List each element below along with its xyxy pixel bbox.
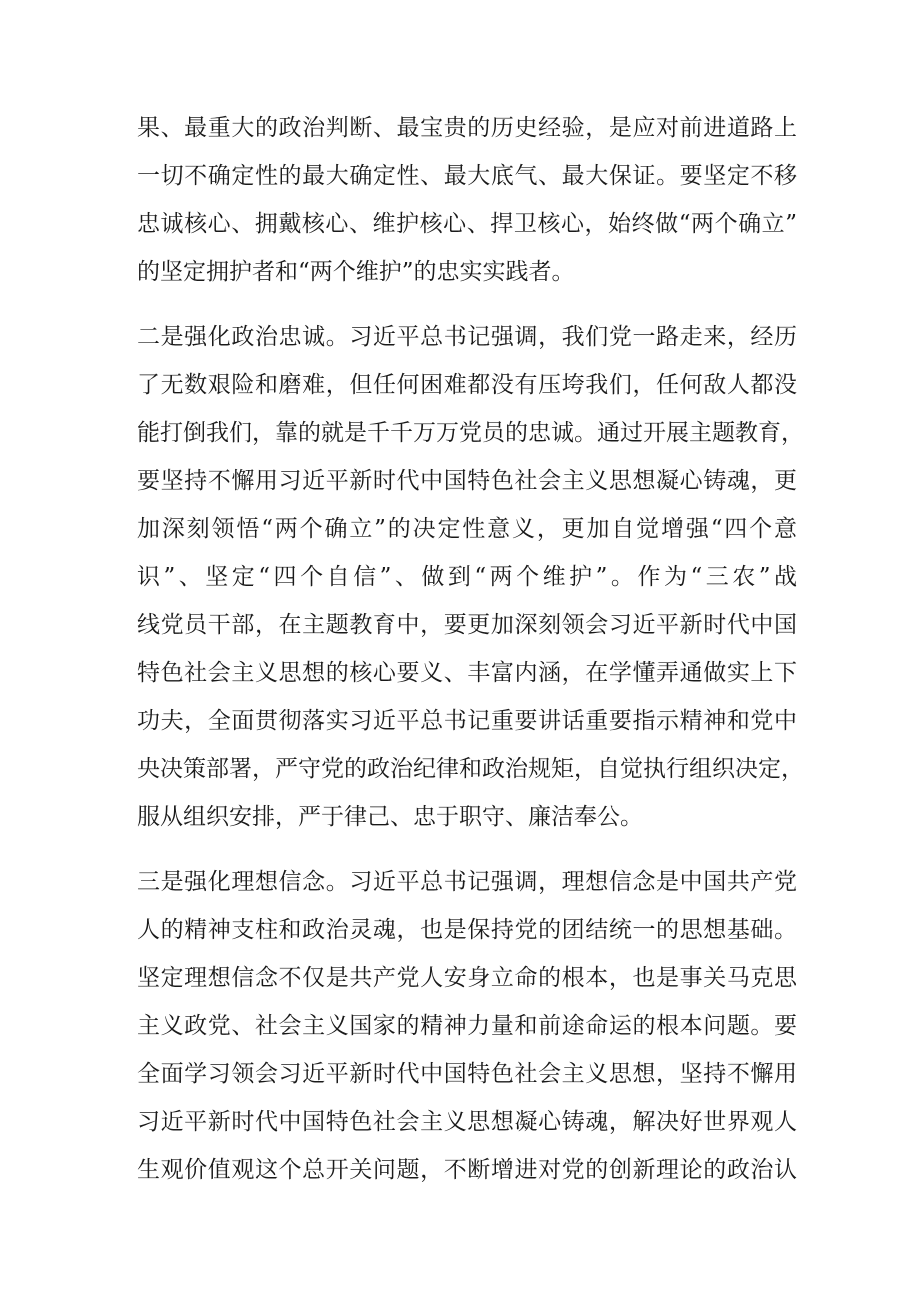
paragraph-ideals-convictions [137,858,797,1194]
text-line: 果、最重大的政治判断、最宝贵的历史经验，是应对前进道路上 [137,115,797,141]
text-line: 忠诚核心、拥戴核心、维护核心、捍卫核心，始终做“两个确立” [137,211,797,237]
text-line: 加深刻领悟“两个确立”的决定性意义，更加自觉增强“四个意 [137,516,797,542]
text-line: 人的精神支柱和政治灵魂，也是保持党的团结统一的思想基础。 [137,917,797,943]
text-line: 生观价值观这个总开关问题，不断增进对党的创新理论的政治认 [137,1157,797,1183]
text-line: 一切不确定性的最大确定性、最大底气、最大保证。要坚定不移 [137,163,797,189]
text-line: 的坚定拥护者和“两个维护”的忠实实践者。 [137,259,575,285]
text-line: 识”、坚定“四个自信”、做到“两个维护”。作为“三农”战 [137,564,797,590]
text-line: 全面学习领会习近平新时代中国特色社会主义思想，坚持不懈用 [137,1061,797,1087]
text-line: 三是强化理想信念。习近平总书记强调，理想信念是中国共产党 [137,869,797,895]
text-line: 服从组织安排，严于律己、忠于职守、廉洁奉公。 [137,804,643,830]
text-line: 特色社会主义思想的核心要义、丰富内涵，在学懂弄通做实上下 [137,660,797,686]
text-line: 能打倒我们，靠的就是千千万万党员的忠诚。通过开展主题教育， [137,420,804,446]
text-line: 二是强化政治忠诚。习近平总书记强调，我们党一路走来，经历 [137,324,797,350]
text-line: 了无数艰险和磨难，但任何困难都没有压垮我们，任何敌人都没 [137,372,797,398]
document-body [137,104,804,1194]
text-line: 习近平新时代中国特色社会主义思想凝心铸魂，解决好世界观人 [137,1109,797,1135]
text-line: 功夫，全面贯彻落实习近平总书记重要讲话重要指示精神和党中 [137,708,797,734]
text-line: 线党员干部，在主题教育中，要更加深刻领会习近平新时代中国 [137,612,797,638]
paragraph-continuation [137,104,797,296]
text-line: 央决策部署，严守党的政治纪律和政治规矩，自觉执行组织决定， [137,756,804,782]
paragraph-political-loyalty [137,313,804,841]
text-line: 主义政党、社会主义国家的精神力量和前途命运的根本问题。要 [137,1013,797,1039]
text-line: 要坚持不懈用习近平新时代中国特色社会主义思想凝心铸魂，更 [137,468,797,494]
text-line: 坚定理想信念不仅是共产党人安身立命的根本，也是事关马克思 [137,965,797,991]
